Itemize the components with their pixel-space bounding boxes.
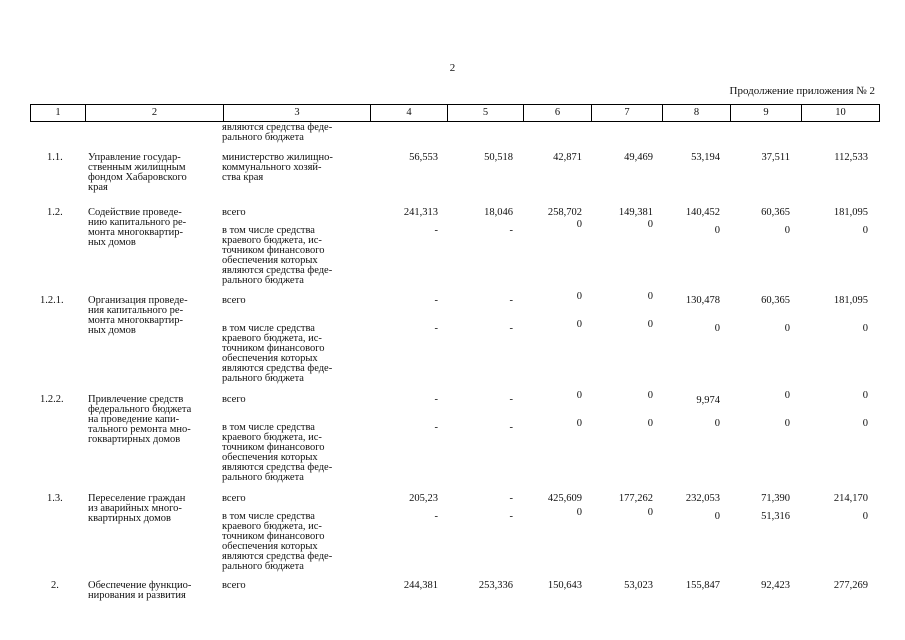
row-funding-type: всего: [222, 580, 246, 591]
value-col-9: 0: [784, 323, 790, 334]
value-col-10: 0: [862, 418, 868, 429]
row-funding-type: в том числе средства краевого бюджета, ис- точником финансового обеспечения которых являются средства феде- рального бюджета: [222, 511, 333, 572]
row-name: Управление государ- ственным жилищным фондом Хабаровского края: [88, 152, 187, 193]
value-col-8: 0: [714, 511, 720, 522]
value-col-5: -: [509, 511, 513, 522]
value-col-7: 149,381: [618, 207, 653, 218]
value-col-5: 50,518: [484, 152, 513, 163]
value-col-10: 181,095: [833, 295, 868, 306]
row-funding-type: всего: [222, 295, 246, 306]
value-col-8: 9,974: [696, 395, 720, 406]
table-header: [30, 104, 869, 122]
value-col-7: 0: [647, 418, 653, 429]
header-col-5: 5: [448, 105, 524, 122]
value-col-7: 177,262: [618, 493, 653, 504]
row-name: Содействие проведе- нию капитального ре- монта многоквартир- ных домов: [88, 207, 187, 248]
row-code: 1.2.: [47, 207, 63, 218]
header-col-4: 4: [371, 105, 448, 122]
value-col-6: 0: [576, 507, 582, 518]
value-col-5: -: [509, 493, 513, 504]
row-name: Обеспечение функцио- нирования и развития: [88, 580, 192, 601]
row-code: 1.1.: [47, 152, 63, 163]
row-code: 1.3.: [47, 493, 63, 504]
row-funding-type: министерство жилищно- коммунального хозяй- ства края: [222, 152, 333, 183]
value-col-6: 0: [576, 319, 582, 330]
value-col-9: 60,365: [761, 295, 790, 306]
value-col-5: 18,046: [484, 207, 513, 218]
value-col-8: 53,194: [691, 152, 720, 163]
value-col-7: 49,469: [624, 152, 653, 163]
header-col-9: 9: [731, 105, 802, 122]
row-name: Организация проведе- ния капитального ре- монта многоквартир- ных домов: [88, 295, 188, 336]
row-funding-type: всего: [222, 394, 246, 405]
value-col-4: -: [434, 295, 438, 306]
value-col-6: 0: [576, 390, 582, 401]
value-col-9: 37,511: [761, 152, 790, 163]
value-col-10: 277,269: [833, 580, 868, 591]
value-col-5: -: [509, 295, 513, 306]
header-col-6: 6: [524, 105, 592, 122]
row-funding-type: всего: [222, 207, 246, 218]
value-col-4: -: [434, 422, 438, 433]
value-col-6: 0: [576, 418, 582, 429]
value-col-5: -: [509, 422, 513, 433]
row-code: 1.2.2.: [40, 394, 64, 405]
row-code: 1.2.1.: [40, 295, 64, 306]
value-col-9: 60,365: [761, 207, 790, 218]
value-col-10: 112,533: [834, 152, 868, 163]
value-col-9: 0: [784, 390, 790, 401]
value-col-7: 0: [647, 291, 653, 302]
value-col-4: 205,23: [409, 493, 438, 504]
value-col-6: 258,702: [547, 207, 582, 218]
page-number: 2: [449, 62, 456, 74]
header-col-2: 2: [86, 105, 224, 122]
value-col-6: 0: [576, 219, 582, 230]
value-col-8: 0: [714, 323, 720, 334]
value-col-10: 0: [862, 225, 868, 236]
header-col-10: 10: [802, 105, 880, 122]
value-col-8: 140,452: [685, 207, 720, 218]
row-funding-type: в том числе средства краевого бюджета, ис- точником финансового обеспечения которых являются средства феде- рального бюджета: [222, 422, 333, 483]
value-col-10: 0: [862, 511, 868, 522]
continued-funding-note: являются средства феде- рального бюджета: [222, 122, 333, 143]
value-col-4: -: [434, 323, 438, 334]
row-name: Переселение граждан из аварийных много- квартирных домов: [88, 493, 186, 524]
value-col-5: -: [509, 225, 513, 236]
appendix-continuation-note: Продолжение приложения № 2: [729, 85, 875, 97]
value-col-5: -: [509, 323, 513, 334]
value-col-8: 130,478: [685, 295, 720, 306]
header-col-3: 3: [224, 105, 371, 122]
value-col-10: 0: [862, 323, 868, 334]
header-col-1: 1: [31, 105, 86, 122]
value-col-5: 253,336: [478, 580, 513, 591]
value-col-4: -: [434, 394, 438, 405]
value-col-7: 0: [647, 219, 653, 230]
row-name: Привлечение средств федерального бюджета на проведение капи- тального ремонта мно- гоквартирных домов: [88, 394, 192, 445]
value-col-8: 0: [714, 418, 720, 429]
value-col-8: 155,847: [685, 580, 720, 591]
value-col-10: 214,170: [833, 493, 868, 504]
value-col-4: 241,313: [403, 207, 438, 218]
value-col-6: 0: [576, 291, 582, 302]
value-col-7: 0: [647, 390, 653, 401]
value-col-9: 71,390: [761, 493, 790, 504]
value-col-4: -: [434, 511, 438, 522]
value-col-9: 51,316: [761, 511, 790, 522]
value-col-8: 232,053: [685, 493, 720, 504]
row-funding-type: в том числе средства краевого бюджета, ис- точником финансового обеспечения которых являются средства феде- рального бюджета: [222, 323, 333, 384]
value-col-7: 0: [647, 319, 653, 330]
value-col-6: 42,871: [553, 152, 582, 163]
header-col-8: 8: [663, 105, 731, 122]
value-col-7: 0: [647, 507, 653, 518]
row-funding-type: всего: [222, 493, 246, 504]
header-col-7: 7: [592, 105, 663, 122]
value-col-8: 0: [714, 225, 720, 236]
value-col-6: 425,609: [547, 493, 582, 504]
row-code: 2.: [51, 580, 59, 591]
value-col-4: 244,381: [403, 580, 438, 591]
value-col-7: 53,023: [624, 580, 653, 591]
value-col-5: -: [509, 394, 513, 405]
value-col-6: 150,643: [547, 580, 582, 591]
value-col-9: 0: [784, 225, 790, 236]
row-funding-type: в том числе средства краевого бюджета, ис- точником финансового обеспечения которых являются средства феде- рального бюджета: [222, 225, 333, 286]
value-col-4: -: [434, 225, 438, 236]
value-col-9: 0: [784, 418, 790, 429]
value-col-10: 181,095: [833, 207, 868, 218]
value-col-9: 92,423: [761, 580, 790, 591]
value-col-10: 0: [862, 390, 868, 401]
value-col-4: 56,553: [409, 152, 438, 163]
